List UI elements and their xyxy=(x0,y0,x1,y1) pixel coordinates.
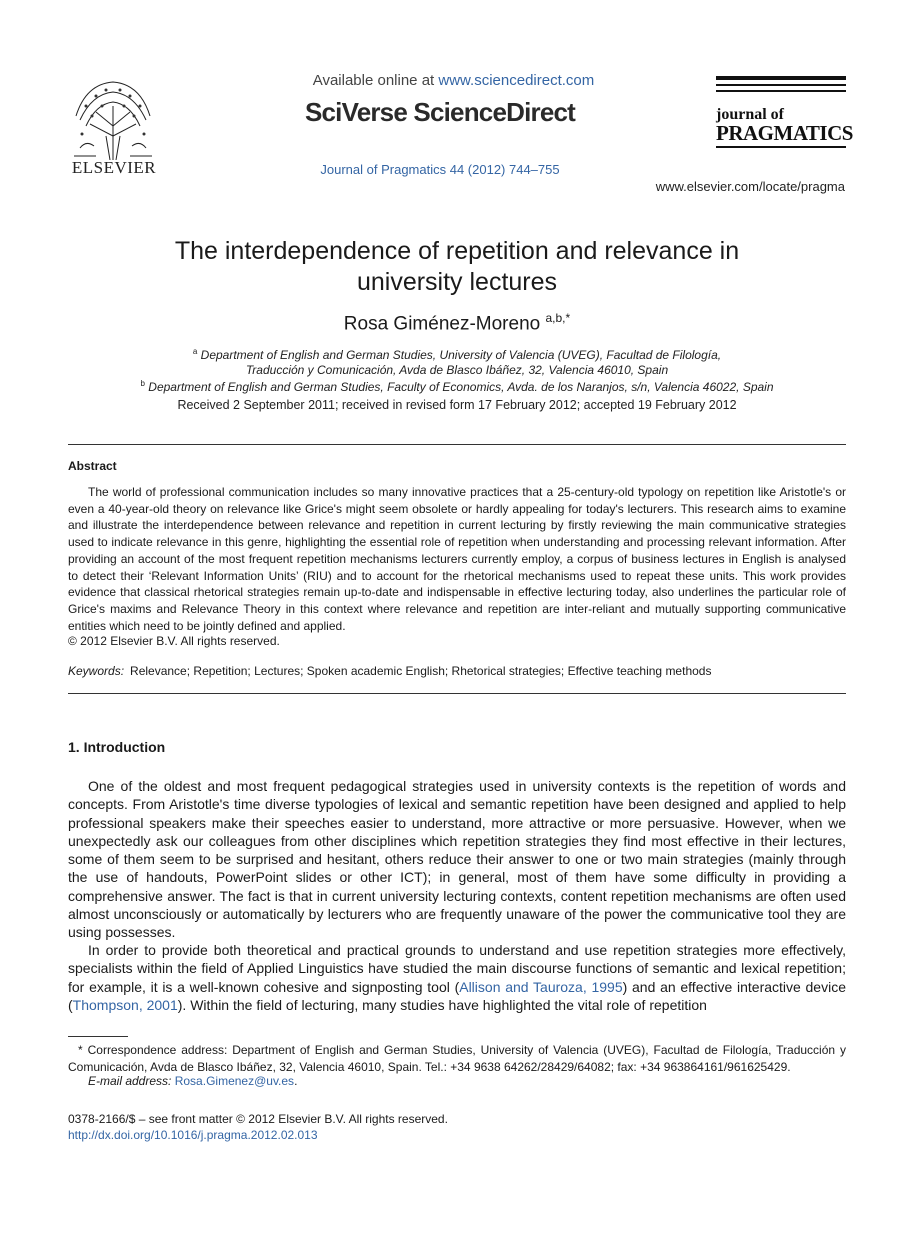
journal-citation[interactable]: Journal of Pragmatics 44 (2012) 744–755 xyxy=(320,162,560,177)
affiliation-text: Department of English and German Studies, University of Valencia (UVEG), Facultad de Filología, xyxy=(200,348,722,362)
correspondence-footnote: * Correspondence address: Department of English and German Studies, University of Valencia (UVEG), Facultad de Filología, Traducción y Comunicación, Avda de Blasco Ibáñez, 32, Valencia 46010, Spain. Tel.: +34 9638 64262/28429/64082; fax: +34 963864161/961625429. xyxy=(68,1043,846,1074)
doi-link[interactable]: http://dx.doi.org/10.1016/j.pragma.2012.02.013 xyxy=(68,1128,318,1142)
journal-logo-line2: PRAGMATICS xyxy=(716,121,853,145)
divider xyxy=(68,444,846,445)
journal-logo-rule xyxy=(716,76,846,80)
article-title xyxy=(120,236,794,298)
citation-link[interactable]: Thompson, 2001 xyxy=(72,996,178,1013)
paragraph-text: In order to provide both theoretical and practical grounds to understand and use repetition strategies more effectively, specialists within the field of Applied Linguistics have studied the main discourse functions of semantic and lexical repetition; for example, it is a well-known cohesive and signposting tool ( xyxy=(68,942,846,995)
keywords-list: Relevance; Repetition; Lectures; Spoken academic English; Rhetorical strategies; Effective teaching methods xyxy=(130,664,712,678)
issn-line: 0378-2166/$ – see front matter © 2012 Elsevier B.V. All rights reserved. xyxy=(68,1112,448,1126)
intro-paragraph-2 xyxy=(68,941,846,1014)
journal-homepage-url[interactable]: www.elsevier.com/locate/pragma xyxy=(655,179,845,194)
author-marks: a,b,* xyxy=(545,311,571,325)
keywords-label: Keywords: xyxy=(68,664,125,678)
email-link[interactable]: Rosa.Gimenez@uv.es xyxy=(174,1074,295,1088)
platform-logo[interactable]: SciVerse ScienceDirect xyxy=(304,97,576,127)
affiliation-text: Department of English and German Studies, Faculty of Economics, Avda. de los Naranjos, s/n, Valencia 46022, Spain xyxy=(148,380,774,394)
citation-link[interactable]: Allison and Tauroza, 1995 xyxy=(459,978,623,995)
affiliation-mark: b xyxy=(140,379,145,388)
title-line: university lectures xyxy=(356,268,558,296)
email-label: E-mail address: xyxy=(88,1074,172,1088)
author-name[interactable] xyxy=(0,311,907,335)
abstract-heading: Abstract xyxy=(68,459,117,473)
section-heading: 1. Introduction xyxy=(68,739,166,755)
abstract-copyright: © 2012 Elsevier B.V. All rights reserved. xyxy=(68,634,280,648)
journal-logo-rule xyxy=(716,90,846,92)
intro-paragraph-1: One of the oldest and most frequent pedagogical strategies used in university contexts is the repetition of words and concepts. From Aristotle's time diverse typologies of lexical and semantic repetition have been designed and applied to help professional speakers make their speeches easier to understand, more attractive or more persuasive. However, when we unexpectedly ask our colleagues from other disciplines which repetition strategies they find most effective in their lectures, some of them seem to be surprised and hesitant, others reduce their answer to one or two main strategies (mainly through the use of handouts, PowerPoint slides or other ICT); in general, most of them have some difficulty in providing a comprehensive answer. The fact is that in current university lecturing contexts, content repetition mechanisms are often used almost unconsciously or automatically by lecturers who are frequently unaware of the power the communicative tool they are using possesses. xyxy=(68,778,846,941)
journal-logo-rule xyxy=(716,84,846,86)
affiliation-text: Traducción y Comunicación, Avda de Blasco Ibáñez, 32, Valencia 46010, Spain xyxy=(245,363,669,377)
journal-logo-rule xyxy=(716,146,846,148)
email-suffix: . xyxy=(294,1074,298,1088)
available-online xyxy=(0,72,907,89)
publisher-name: ELSEVIER xyxy=(71,158,157,177)
available-prefix: Available online at xyxy=(312,72,439,89)
abstract-text: The world of professional communication includes so many innovative practices that a 25-century-old typology on repetition like Aristotle's or even a 40-year-old theory on relevance like Grice's might seem obsolete or hardly appealing for today's lecturers. This research aims to examine and illustrate the interdependence between relevance and repetition in current lecturing by firstly reviewing the main communicative strategies used to indicate relevance in this genre, highlighting the essential role of repetition when understanding and processing relevant information. After providing an account of the most frequent repetition mechanisms lecturers currently employ, a corpus of business lectures in English is analysed to detect their ‘Relevant Information Units’ (RIU) and to account for the rhetorical mechanisms used to repeat these units. This work provides evidence that classical rhetorical strategies remain up-to-date and indispensable in effective lecturing today, also underlines the particular role of Grice's maxims and Relevance Theory in this context where relevance and repetition are inter-reliant and mutually supporting communicative entities which need to be jointly defined and applied. xyxy=(68,485,846,633)
keywords xyxy=(68,664,711,678)
paragraph-text: ). Within the field of lecturing, many studies have highlighted the vital role of repetition xyxy=(177,996,707,1013)
paragraph-text: ) and an effective interactive device ( xyxy=(68,978,846,1013)
received-dates: Received 2 September 2011; received in revised form 17 February 2012; accepted 19 February 2012 xyxy=(177,398,737,412)
sciencedirect-link[interactable]: www.sciencedirect.com xyxy=(438,72,595,89)
author-text: Rosa Giménez-Moreno xyxy=(343,313,541,335)
affiliation-mark: a xyxy=(192,347,198,356)
divider xyxy=(68,693,846,694)
email-footnote xyxy=(88,1074,297,1088)
title-line: The interdependence of repetition and relevance in xyxy=(174,237,740,265)
affiliation-a xyxy=(60,344,854,378)
journal-logo-line1: journal of xyxy=(716,106,784,123)
affiliation-b xyxy=(60,376,854,395)
footnote-rule xyxy=(68,1036,128,1037)
